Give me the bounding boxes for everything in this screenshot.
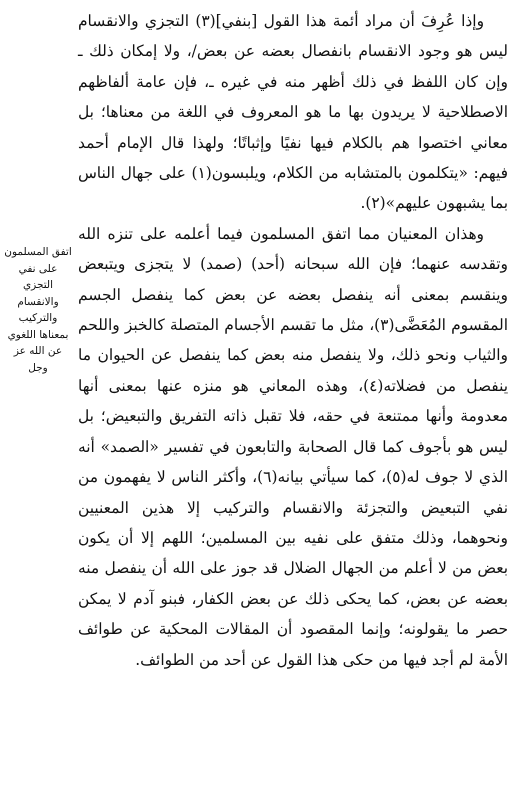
margin-note: اتفق المسلمون على نفي التجزي والانقسام والتركيب بمعناها اللغوي عن الله عز وجل bbox=[4, 246, 72, 374]
paragraph-2: وهذان المعنيان مما اتفق المسلمون فيما أعلمه على تنزه الله وتقدسه عنهما؛ فإن الله سبحانه (أحد) (صمد) لا يتجزى ويتبعض وينقسم بمعنى أنه ينفصل بعضه عن بعض كما ينفصل الجسم المقسوم المُعَضَّى(٣)، مثل ما تقسم الأجسام المتصلة كالخبز واللحم والثياب ونحو ذلك، ولا ينفصل منه بعض كما ينفصل عن الحيوان ما ينفصل من فضلاته(٤)، وهذه المعاني هو منزه عنها بمعنى أنها معدومة وأنها ممتنعة في حقه، فلا تقبل ذاته التفريق والتبعيض؛ بل ليس هو بأجوف كما قال الصحابة والتابعون في تفسير «الصمد» أنه الذي لا جوف له(٥)، كما سيأتي بيانه(٦)، وأكثر الناس لا يفهمون من نفي التبعيض والتجزئة والانقسام والتركيب إلا هذين المعنيين ونحوهما، وذلك متفق على نفيه بين المسلمين؛ اللهم إلا أن يكون بعض من لا أعلم من الجهال الضلال قد جوز على الله أن ينفصل منه بعضه عن بعض، كما يحكى ذلك عن بعض الكفار، فبنو آدم لا يمكن حصر ما يقولونه؛ وإنما المقصود أن المقالات المحكية عن طوائف الأمة لم أجد فيها من حكى هذا القول عن أحد من الطوائف. bbox=[78, 224, 508, 669]
main-text bbox=[78, 6, 508, 675]
paragraph-1: وإذا عُرِفَ أن مراد أئمة هذا القول [بنفي](٣) التجزي والانقسام ليس هو وجود الانقسام بانفصال بعضه عن بعض/، ولا إمكان ذلك ـ وإن كان اللفظ في ذلك أظهر منه في غيره ـ، فإن عامة ألفاظهم الاصطلاحية لا يريدون بها ما هو المعروف في اللغة من معناها؛ بل معاني اختصوا هم بالكلام فيها نفيًا وإثباتًا؛ ولهذا قال الإمام أحمد فيهم: «يتكلمون بالمتشابه من الكلام، ويلبسون(١) على جهال الناس بما يشبهون عليهم»(٢). bbox=[78, 12, 509, 213]
